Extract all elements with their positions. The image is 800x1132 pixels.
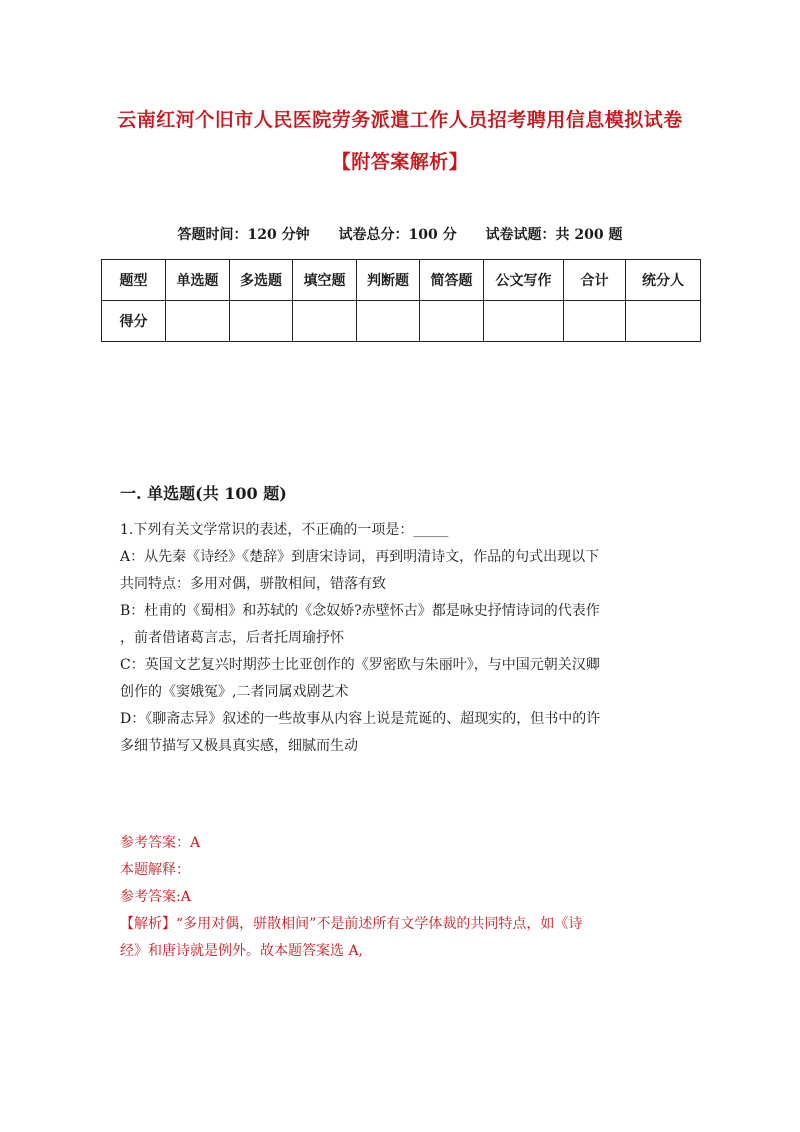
exam-time: 答题时间：120 分钟 <box>177 227 310 243</box>
score-table <box>101 259 701 342</box>
score-row-label: 得分 <box>102 301 166 342</box>
question-line: A：从先秦《诗经》《楚辞》到唐宋诗词，再到明清诗文，作品的句式出现以下 <box>120 549 600 565</box>
score-cell <box>357 301 420 342</box>
analysis-line: 经》和唐诗就是例外。故本题答案选 A, <box>120 943 364 959</box>
document-title-line1: 云南红河个旧市人民医院劳务派遣工作人员招考聘用信息模拟试卷 <box>117 109 683 131</box>
question-line: D：《聊斋志异》叙述的一些故事从内容上说是荒诞的、超现实的，但书中的许 <box>120 711 601 727</box>
header-cell: 简答题 <box>420 260 484 301</box>
exam-question-count: 试卷试题：共 200 题 <box>485 227 623 243</box>
question-line: 共同特点：多用对偶，骈散相间，错落有致 <box>120 576 386 592</box>
header-cell: 题型 <box>102 260 166 301</box>
question-stem: 1.下列有关文学常识的表述，不正确的一项是：_____ <box>120 522 449 538</box>
score-cell <box>484 301 564 342</box>
analysis-line: 【解析】“多用对偶，骈散相间”不是前述所有文学体裁的共同特点，如《诗 <box>120 916 583 932</box>
reference-answer: 参考答案：A <box>120 835 201 851</box>
header-cell: 统分人 <box>626 260 701 301</box>
question-line: 多细节描写又极具真实感，细腻而生动 <box>120 738 358 754</box>
exam-meta <box>0 224 800 244</box>
section-title: 一. 单选题(共 100 题) <box>120 484 287 503</box>
score-cell <box>293 301 357 342</box>
question-line: B：杜甫的《蜀相》和苏轼的《念奴娇?赤壁怀古》都是咏史抒情诗词的代表作 <box>120 603 600 619</box>
header-cell: 判断题 <box>357 260 420 301</box>
header-cell: 填空题 <box>293 260 357 301</box>
score-cell <box>420 301 484 342</box>
header-cell: 合计 <box>564 260 626 301</box>
score-table-header-row <box>102 260 701 301</box>
header-cell: 多选题 <box>230 260 293 301</box>
score-cell <box>564 301 626 342</box>
answer-block <box>120 830 690 965</box>
header-cell: 单选题 <box>166 260 230 301</box>
question-block <box>120 517 690 760</box>
score-cell <box>626 301 701 342</box>
score-cell <box>230 301 293 342</box>
question-line: 创作的《窦娥冤》,二者同属戏剧艺术 <box>120 684 349 700</box>
exam-total-score: 试卷总分：100 分 <box>338 227 457 243</box>
reference-answer-repeat: 参考答案:A <box>120 889 191 905</box>
score-cell <box>166 301 230 342</box>
score-table-score-row <box>102 301 701 342</box>
document-title-line2: 【附答案解析】 <box>331 151 469 173</box>
header-cell: 公文写作 <box>484 260 564 301</box>
question-line: ，前者借诸葛言志，后者托周瑜抒怀 <box>120 630 344 646</box>
explanation-label: 本题解释： <box>120 862 190 878</box>
question-line: C：英国文艺复兴时期莎士比亚创作的《罗密欧与朱丽叶》，与中国元朝关汉卿 <box>120 657 600 673</box>
